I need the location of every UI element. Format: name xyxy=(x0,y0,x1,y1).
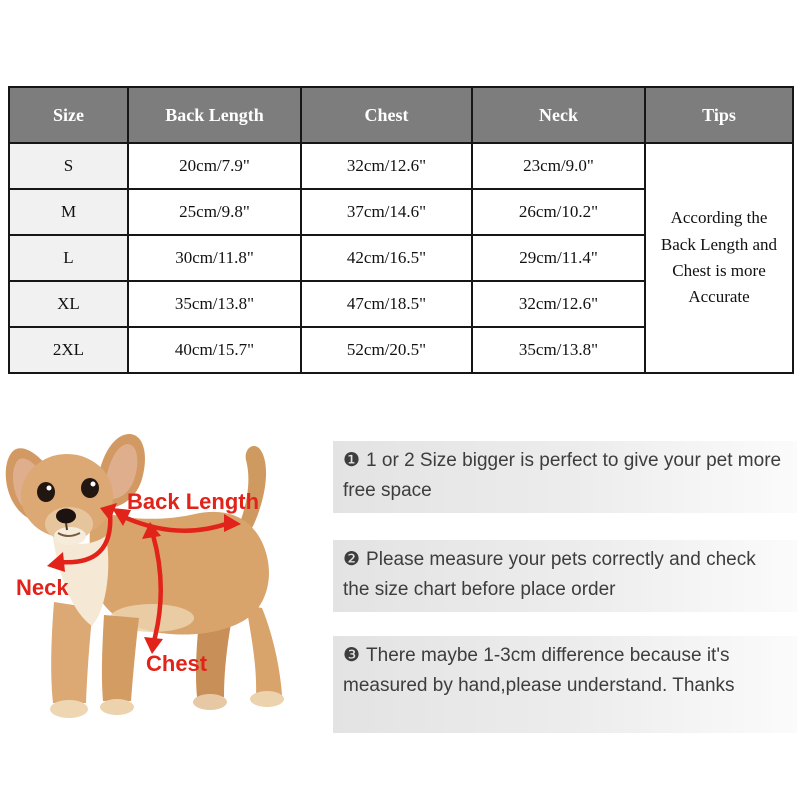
cell-chest: 47cm/18.5" xyxy=(301,281,472,327)
note-text: Please measure your pets correctly and check the size chart before place order xyxy=(343,549,756,601)
dog-eye-left xyxy=(37,482,55,502)
cell-neck: 32cm/12.6" xyxy=(472,281,645,327)
cell-chest: 42cm/16.5" xyxy=(301,235,472,281)
header-neck: Neck xyxy=(472,87,645,143)
note-bullet-1-icon: ❶ xyxy=(343,450,361,471)
dog-paw xyxy=(50,700,88,718)
cell-size: 2XL xyxy=(9,327,128,373)
note-text: 1 or 2 Size bigger is perfect to give your pet more free space xyxy=(343,450,782,502)
note-bullet-2-icon: ❷ xyxy=(343,549,361,570)
cell-back-length: 25cm/9.8" xyxy=(128,189,301,235)
cell-back-length: 20cm/7.9" xyxy=(128,143,301,189)
dog-eye-glint xyxy=(47,486,52,491)
header-chest: Chest xyxy=(301,87,472,143)
tips-note-cell: According the Back Length and Chest is more Accurate xyxy=(645,143,793,373)
cell-size: M xyxy=(9,189,128,235)
arrowhead-icon xyxy=(47,552,65,572)
dog-nose xyxy=(56,509,76,524)
note-bullet-3-icon: ❸ xyxy=(343,645,361,666)
cell-neck: 26cm/10.2" xyxy=(472,189,645,235)
note-size-bigger xyxy=(333,441,797,513)
dog-eye-right xyxy=(81,478,99,498)
table-header-row xyxy=(9,87,793,143)
cell-neck: 29cm/11.4" xyxy=(472,235,645,281)
neck-label: Neck xyxy=(16,575,69,600)
table-row xyxy=(9,143,793,189)
header-size: Size xyxy=(9,87,128,143)
note-measure-difference xyxy=(333,636,797,733)
cell-chest: 37cm/14.6" xyxy=(301,189,472,235)
cell-back-length: 30cm/11.8" xyxy=(128,235,301,281)
header-tips: Tips xyxy=(645,87,793,143)
dog-paw xyxy=(100,699,134,715)
note-measure-correctly xyxy=(333,540,797,612)
dog-hind-leg-near xyxy=(246,605,282,695)
dog-front-leg-far xyxy=(102,615,139,701)
chest-label: Chest xyxy=(146,651,208,676)
dog-philtrum xyxy=(66,523,67,530)
note-text: There maybe 1-3cm difference because it's measured by hand,please understand. Thanks xyxy=(343,645,735,697)
back-length-label: Back Length xyxy=(127,489,260,514)
dog-paw xyxy=(193,694,227,710)
cell-neck: 35cm/13.8" xyxy=(472,327,645,373)
cell-size: S xyxy=(9,143,128,189)
cell-chest: 52cm/20.5" xyxy=(301,327,472,373)
cell-size: XL xyxy=(9,281,128,327)
dog-paw xyxy=(250,691,284,707)
cell-neck: 23cm/9.0" xyxy=(472,143,645,189)
cell-size: L xyxy=(9,235,128,281)
dog-measurement-diagram xyxy=(0,420,312,720)
cell-back-length: 40cm/15.7" xyxy=(128,327,301,373)
header-back-length: Back Length xyxy=(128,87,301,143)
dog-eye-glint xyxy=(91,482,96,487)
size-chart-table xyxy=(8,86,794,374)
cell-back-length: 35cm/13.8" xyxy=(128,281,301,327)
cell-chest: 32cm/12.6" xyxy=(301,143,472,189)
